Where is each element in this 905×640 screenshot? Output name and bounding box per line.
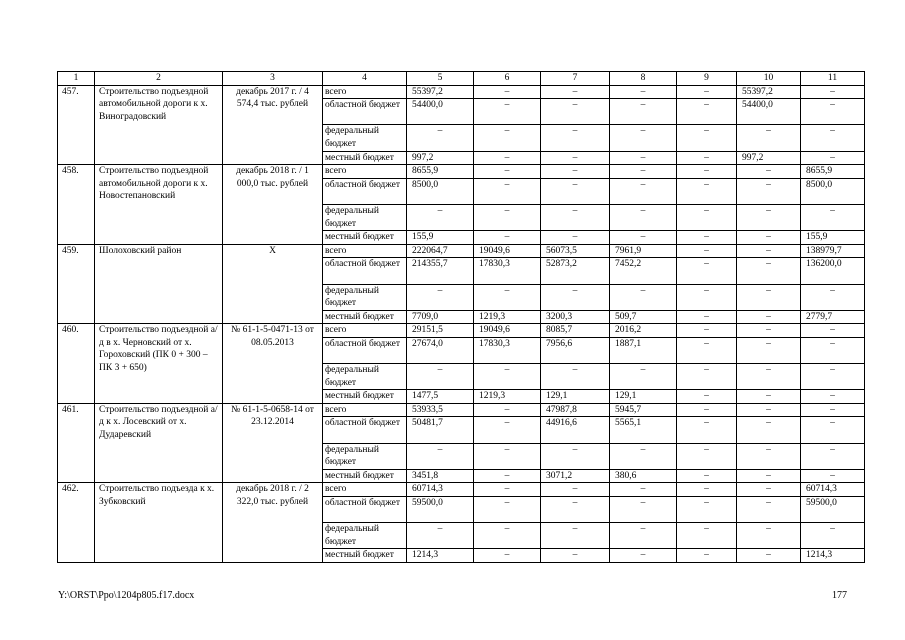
amount-cell: – bbox=[541, 497, 610, 523]
amount-cell: – bbox=[541, 125, 610, 151]
amount-cell: – bbox=[677, 178, 737, 204]
funding-source: федеральный бюджет bbox=[323, 204, 407, 230]
funding-source: федеральный бюджет bbox=[323, 364, 407, 390]
amount-cell: – bbox=[737, 178, 801, 204]
table-row bbox=[58, 165, 865, 179]
amount-cell: – bbox=[677, 497, 737, 523]
amount-cell: – bbox=[677, 99, 737, 125]
funding-source: федеральный бюджет bbox=[323, 125, 407, 151]
amount-cell: – bbox=[474, 99, 541, 125]
amount-cell: 17830,3 bbox=[474, 337, 541, 363]
amount-cell: 3451,8 bbox=[407, 469, 474, 483]
amount-cell: 1887,1 bbox=[610, 337, 677, 363]
amount-cell: 55397,2 bbox=[407, 85, 474, 99]
funding-source: местный бюджет bbox=[323, 549, 407, 563]
funding-source: всего bbox=[323, 165, 407, 179]
amount-cell: – bbox=[541, 165, 610, 179]
item-number: 458. bbox=[58, 165, 95, 245]
amount-cell: 44916,6 bbox=[541, 417, 610, 443]
amount-cell: – bbox=[677, 417, 737, 443]
amount-cell: 56073,5 bbox=[541, 244, 610, 258]
amount-cell: – bbox=[801, 403, 865, 417]
funding-source: местный бюджет bbox=[323, 469, 407, 483]
funding-source: областной бюджет bbox=[323, 497, 407, 523]
amount-cell: 50481,7 bbox=[407, 417, 474, 443]
amount-cell: – bbox=[474, 469, 541, 483]
amount-cell: – bbox=[801, 337, 865, 363]
table-row bbox=[58, 403, 865, 417]
deadline-cost: декабрь 2017 г. / 4 574,4 тыс. рублей bbox=[223, 85, 323, 165]
amount-cell: – bbox=[610, 497, 677, 523]
deadline-cost: № 61-1-5-0658-14 от 23.12.2014 bbox=[223, 403, 323, 483]
funding-source: всего bbox=[323, 483, 407, 497]
amount-cell: – bbox=[801, 284, 865, 310]
amount-cell: – bbox=[610, 284, 677, 310]
funding-source: всего bbox=[323, 403, 407, 417]
amount-cell: – bbox=[610, 523, 677, 549]
amount-cell: – bbox=[407, 125, 474, 151]
amount-cell: 997,2 bbox=[407, 151, 474, 165]
amount-cell: 59500,0 bbox=[407, 497, 474, 523]
amount-cell: – bbox=[677, 549, 737, 563]
amount-cell: – bbox=[474, 204, 541, 230]
amount-cell: 1219,3 bbox=[474, 390, 541, 404]
column-number: 8 bbox=[610, 72, 677, 86]
column-number: 9 bbox=[677, 72, 737, 86]
table-row bbox=[58, 483, 865, 497]
amount-cell: – bbox=[407, 364, 474, 390]
amount-cell: – bbox=[474, 497, 541, 523]
amount-cell: 60714,3 bbox=[407, 483, 474, 497]
column-number: 4 bbox=[323, 72, 407, 86]
amount-cell: 8500,0 bbox=[407, 178, 474, 204]
column-number: 5 bbox=[407, 72, 474, 86]
funding-source: федеральный бюджет bbox=[323, 284, 407, 310]
amount-cell: – bbox=[474, 403, 541, 417]
amount-cell: – bbox=[407, 204, 474, 230]
item-number: 460. bbox=[58, 324, 95, 404]
table-row bbox=[58, 244, 865, 258]
item-number: 462. bbox=[58, 483, 95, 563]
amount-cell: – bbox=[737, 284, 801, 310]
amount-cell: – bbox=[407, 523, 474, 549]
amount-cell: – bbox=[801, 469, 865, 483]
amount-cell: – bbox=[737, 469, 801, 483]
page-number: 177 bbox=[832, 590, 847, 601]
funding-source: областной бюджет bbox=[323, 99, 407, 125]
amount-cell: – bbox=[474, 178, 541, 204]
funding-source: всего bbox=[323, 244, 407, 258]
amount-cell: – bbox=[541, 99, 610, 125]
amount-cell: – bbox=[737, 244, 801, 258]
amount-cell: – bbox=[737, 523, 801, 549]
amount-cell: 3200,3 bbox=[541, 310, 610, 324]
amount-cell: – bbox=[610, 549, 677, 563]
object-name: Строительство подъезда к х. Зубковский bbox=[95, 483, 223, 563]
amount-cell: – bbox=[737, 165, 801, 179]
amount-cell: – bbox=[610, 443, 677, 469]
funding-source: всего bbox=[323, 85, 407, 99]
amount-cell: – bbox=[474, 151, 541, 165]
funding-source: областной бюджет bbox=[323, 337, 407, 363]
amount-cell: – bbox=[541, 204, 610, 230]
amount-cell: – bbox=[737, 497, 801, 523]
amount-cell: 27674,0 bbox=[407, 337, 474, 363]
amount-cell: – bbox=[737, 125, 801, 151]
amount-cell: – bbox=[610, 99, 677, 125]
amount-cell: 1219,3 bbox=[474, 310, 541, 324]
amount-cell: – bbox=[541, 284, 610, 310]
amount-cell: – bbox=[677, 85, 737, 99]
amount-cell: – bbox=[677, 231, 737, 245]
amount-cell: 60714,3 bbox=[801, 483, 865, 497]
amount-cell: 2016,2 bbox=[610, 324, 677, 338]
deadline-cost: декабрь 2018 г. / 2 322,0 тыс. рублей bbox=[223, 483, 323, 563]
amount-cell: – bbox=[610, 483, 677, 497]
amount-cell: 136200,0 bbox=[801, 258, 865, 284]
amount-cell: 54400,0 bbox=[407, 99, 474, 125]
amount-cell: 5945,7 bbox=[610, 403, 677, 417]
amount-cell: – bbox=[677, 364, 737, 390]
column-number: 3 bbox=[223, 72, 323, 86]
column-number: 10 bbox=[737, 72, 801, 86]
object-name: Шолоховский район bbox=[95, 244, 223, 324]
footer-file-path: Y:\ORST\Ppo\1204p805.f17.docx bbox=[58, 590, 195, 601]
amount-cell: – bbox=[541, 523, 610, 549]
amount-cell: – bbox=[677, 284, 737, 310]
amount-cell: – bbox=[677, 151, 737, 165]
item-number: 457. bbox=[58, 85, 95, 165]
amount-cell: – bbox=[474, 523, 541, 549]
amount-cell: – bbox=[474, 85, 541, 99]
amount-cell: – bbox=[801, 443, 865, 469]
amount-cell: 8655,9 bbox=[801, 165, 865, 179]
amount-cell: 29151,5 bbox=[407, 324, 474, 338]
amount-cell: – bbox=[610, 364, 677, 390]
amount-cell: – bbox=[801, 364, 865, 390]
amount-cell: 222064,7 bbox=[407, 244, 474, 258]
amount-cell: – bbox=[610, 204, 677, 230]
funding-source: областной бюджет bbox=[323, 178, 407, 204]
amount-cell: – bbox=[677, 310, 737, 324]
amount-cell: 53933,5 bbox=[407, 403, 474, 417]
amount-cell: – bbox=[737, 403, 801, 417]
deadline-cost: декабрь 2018 г. / 1 000,0 тыс. рублей bbox=[223, 165, 323, 245]
amount-cell: 1477,5 bbox=[407, 390, 474, 404]
amount-cell: 997,2 bbox=[737, 151, 801, 165]
amount-cell: 17830,3 bbox=[474, 258, 541, 284]
funding-source: местный бюджет bbox=[323, 231, 407, 245]
amount-cell: – bbox=[737, 204, 801, 230]
amount-cell: – bbox=[801, 324, 865, 338]
amount-cell: – bbox=[677, 244, 737, 258]
amount-cell: – bbox=[801, 390, 865, 404]
amount-cell: – bbox=[677, 469, 737, 483]
amount-cell: – bbox=[737, 390, 801, 404]
column-number: 11 bbox=[801, 72, 865, 86]
amount-cell: 5565,1 bbox=[610, 417, 677, 443]
amount-cell: 138979,7 bbox=[801, 244, 865, 258]
object-name: Строительство подъездной а/д к х. Лосевский от х. Дударевский bbox=[95, 403, 223, 483]
amount-cell: 2779,7 bbox=[801, 310, 865, 324]
amount-cell: – bbox=[610, 178, 677, 204]
amount-cell: – bbox=[541, 443, 610, 469]
funding-source: местный бюджет bbox=[323, 390, 407, 404]
amount-cell: – bbox=[677, 403, 737, 417]
amount-cell: – bbox=[737, 337, 801, 363]
amount-cell: – bbox=[610, 151, 677, 165]
amount-cell: – bbox=[474, 231, 541, 245]
amount-cell: 509,7 bbox=[610, 310, 677, 324]
amount-cell: – bbox=[474, 125, 541, 151]
amount-cell: – bbox=[737, 258, 801, 284]
amount-cell: – bbox=[541, 231, 610, 245]
amount-cell: – bbox=[801, 99, 865, 125]
amount-cell: – bbox=[677, 483, 737, 497]
amount-cell: 1214,3 bbox=[801, 549, 865, 563]
amount-cell: – bbox=[474, 364, 541, 390]
amount-cell: – bbox=[677, 258, 737, 284]
amount-cell: – bbox=[407, 284, 474, 310]
amount-cell: – bbox=[677, 204, 737, 230]
amount-cell: – bbox=[737, 324, 801, 338]
amount-cell: 380,6 bbox=[610, 469, 677, 483]
amount-cell: – bbox=[541, 151, 610, 165]
amount-cell: – bbox=[474, 165, 541, 179]
item-number: 459. bbox=[58, 244, 95, 324]
amount-cell: – bbox=[737, 364, 801, 390]
object-name: Строительство подъездной а/д в х. Черновский от х. Гороховский (ПК 0 + 300 – ПК 3 + 650) bbox=[95, 324, 223, 404]
amount-cell: 54400,0 bbox=[737, 99, 801, 125]
amount-cell: 7961,9 bbox=[610, 244, 677, 258]
column-number: 7 bbox=[541, 72, 610, 86]
column-number: 2 bbox=[95, 72, 223, 86]
amount-cell: 47987,8 bbox=[541, 403, 610, 417]
amount-cell: – bbox=[474, 417, 541, 443]
amount-cell: – bbox=[801, 85, 865, 99]
column-number: 1 bbox=[58, 72, 95, 86]
amount-cell: 55397,2 bbox=[737, 85, 801, 99]
amount-cell: – bbox=[677, 523, 737, 549]
amount-cell: – bbox=[610, 125, 677, 151]
amount-cell: – bbox=[677, 125, 737, 151]
table-row bbox=[58, 324, 865, 338]
funding-source: местный бюджет bbox=[323, 310, 407, 324]
amount-cell: 7452,2 bbox=[610, 258, 677, 284]
amount-cell: 3071,2 bbox=[541, 469, 610, 483]
funding-source: местный бюджет bbox=[323, 151, 407, 165]
amount-cell: – bbox=[541, 178, 610, 204]
amount-cell: – bbox=[801, 417, 865, 443]
funding-source: областной бюджет bbox=[323, 258, 407, 284]
amount-cell: – bbox=[541, 483, 610, 497]
amount-cell: 52873,2 bbox=[541, 258, 610, 284]
amount-cell: 1214,3 bbox=[407, 549, 474, 563]
amount-cell: – bbox=[801, 204, 865, 230]
amount-cell: – bbox=[474, 284, 541, 310]
amount-cell: – bbox=[737, 231, 801, 245]
column-number-row bbox=[58, 72, 865, 86]
funding-source: областной бюджет bbox=[323, 417, 407, 443]
amount-cell: – bbox=[801, 125, 865, 151]
amount-cell: – bbox=[677, 443, 737, 469]
amount-cell: – bbox=[677, 390, 737, 404]
amount-cell: – bbox=[677, 337, 737, 363]
amount-cell: – bbox=[610, 231, 677, 245]
amount-cell: 19049,6 bbox=[474, 244, 541, 258]
deadline-cost: Х bbox=[223, 244, 323, 324]
table-body bbox=[58, 72, 865, 563]
amount-cell: 129,1 bbox=[541, 390, 610, 404]
amount-cell: 59500,0 bbox=[801, 497, 865, 523]
column-number: 6 bbox=[474, 72, 541, 86]
amount-cell: – bbox=[677, 165, 737, 179]
amount-cell: – bbox=[474, 443, 541, 469]
amount-cell: – bbox=[407, 443, 474, 469]
amount-cell: 7956,6 bbox=[541, 337, 610, 363]
amount-cell: 19049,6 bbox=[474, 324, 541, 338]
funding-source: федеральный бюджет bbox=[323, 523, 407, 549]
funding-source: всего bbox=[323, 324, 407, 338]
amount-cell: – bbox=[474, 483, 541, 497]
deadline-cost: № 61-1-5-0471-13 от 08.05.2013 bbox=[223, 324, 323, 404]
amount-cell: – bbox=[737, 310, 801, 324]
item-number: 461. bbox=[58, 403, 95, 483]
amount-cell: – bbox=[677, 324, 737, 338]
table-row bbox=[58, 85, 865, 99]
amount-cell: – bbox=[801, 151, 865, 165]
amount-cell: – bbox=[541, 364, 610, 390]
amount-cell: 155,9 bbox=[407, 231, 474, 245]
amount-cell: 7709,0 bbox=[407, 310, 474, 324]
amount-cell: – bbox=[610, 85, 677, 99]
amount-cell: 155,9 bbox=[801, 231, 865, 245]
amount-cell: 8085,7 bbox=[541, 324, 610, 338]
amount-cell: – bbox=[737, 417, 801, 443]
amount-cell: – bbox=[801, 523, 865, 549]
amount-cell: – bbox=[737, 549, 801, 563]
object-name: Строительство подъездной автомобильной дороги к х. Новостепановский bbox=[95, 165, 223, 245]
amount-cell: – bbox=[610, 165, 677, 179]
budget-table bbox=[57, 71, 865, 563]
amount-cell: – bbox=[474, 549, 541, 563]
amount-cell: 129,1 bbox=[610, 390, 677, 404]
amount-cell: 8655,9 bbox=[407, 165, 474, 179]
amount-cell: – bbox=[541, 549, 610, 563]
amount-cell: – bbox=[541, 85, 610, 99]
amount-cell: 8500,0 bbox=[801, 178, 865, 204]
amount-cell: – bbox=[737, 483, 801, 497]
amount-cell: – bbox=[737, 443, 801, 469]
funding-source: федеральный бюджет bbox=[323, 443, 407, 469]
amount-cell: 214355,7 bbox=[407, 258, 474, 284]
object-name: Строительство подъездной автомобильной дороги к х. Виноградовский bbox=[95, 85, 223, 165]
